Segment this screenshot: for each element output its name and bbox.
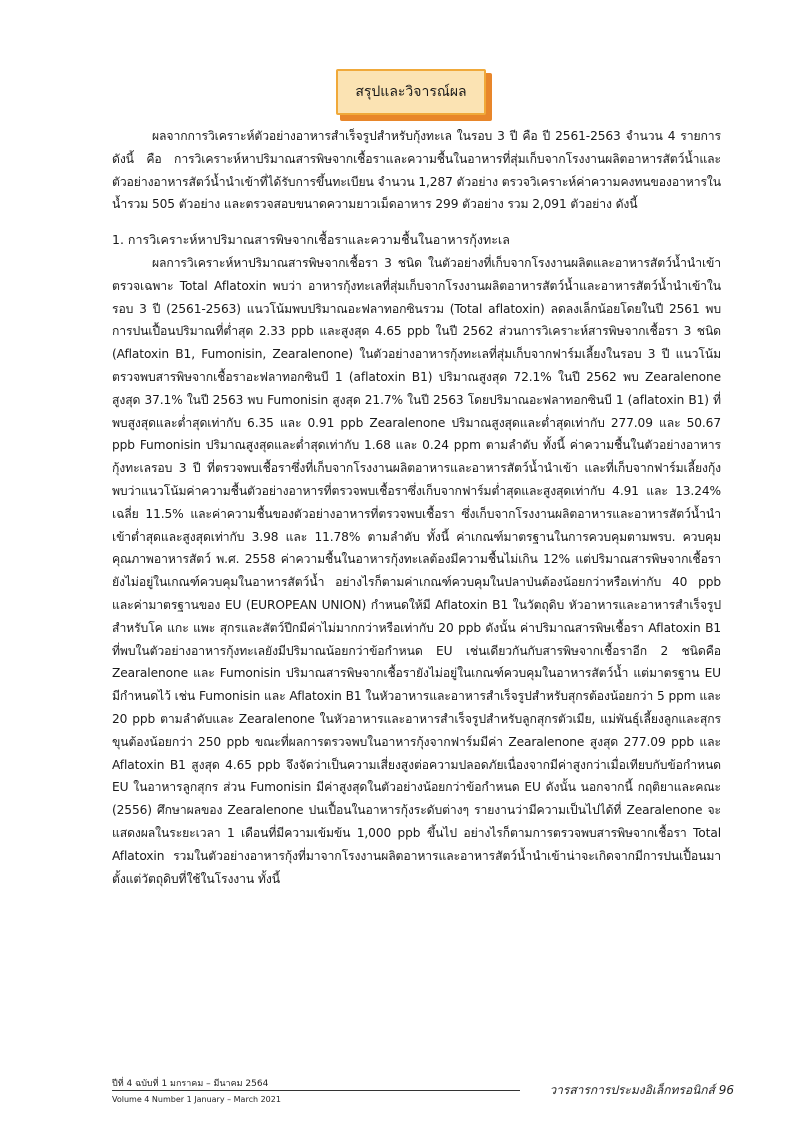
intro-paragraph: ผลจากการวิเคราะห์ตัวอย่างอาหารสำเร็จรูปสำหรับกุ้งทะเล ในรอบ 3 ปี คือ ปี 2561-2563 จำนวน 4 รายการดังนี้ คือ การวิเคราะห์หาปริมาณสารพิษจากเชื้อราและความชื้นในอาหารที่สุ่มเก็บจากโรงงานผลิตอาหารสัตว์น้ำและตัวอย่างอาหารสัตว์น้ำนำเข้าที่ได้รับการขึ้นทะเบียน จำนวน 1,287 ตัวอย่าง ตรวจวิเคราะห์ค่าความคงทนของอาหารในน้ำรวม 505 ตัวอย่าง และตรวจสอบขนาดความยาวเม็ดอาหาร 299 ตัวอย่าง รวม 2,091 ตัวอย่าง ดังนี้ bbox=[112, 129, 722, 212]
section-1-paragraph: ผลการวิเคราะห์หาปริมาณสารพิษจากเชื้อรา 3 ชนิด ในตัวอย่างที่เก็บจากโรงงานผลิตและอาหารสัตว์น้ำนำเข้าตรวจเฉพาะ Total Aflatoxin พบว่า อาหารกุ้งทะเลที่สุ่มเก็บจากโรงงานผลิตอาหารสัตว์น้ำและอาหารสัตว์น้ำนำเข้าในรอบ 3 ปี (2561-2563) แนวโน้มพบปริมาณอะฟลาทอกซินรวม (Total aflatoxin) ลดลงเล็กน้อยโดยในปี 2561 พบการปนเปื้อนปริมาณที่ต่ำสุด 2.33 ppb และสูงสุด 4.65 ppb ในปี 2562 ส่วนการวิเคราะห์สารพิษจากเชื้อรา 3 ชนิด (Aflatoxin B1, Fumonisin, Zearalenone) ในตัวอย่างอาหารกุ้งทะเลที่สุ่มเก็บจากฟาร์มเลี้ยงในรอบ 3 ปี แนวโน้มตรวจพบสารพิษจากเชื้อราอะฟลาทอกซินบี 1 (aflatoxin B1) ปริมาณสูงสุด 72.1% ในปี 2562 พบ Zearalenone สูงสุด 37.1% ในปี 2563 พบ Fumonisin สูงสุด 21.7% ในปี 2563 โดยปริมาณอะฟลาทอกซินบี 1 (aflatoxin B1) ที่พบสูงสุดและต่ำสุดเท่ากับ 6.35 และ 0.91 ppb Zearalenone ปริมาณสูงสุดและต่ำสุดเท่ากับ 277.09 และ 50.67 ppb Fumonisin ปริมาณสูงสุดและต่ำสุดเท่ากับ 1.68 และ 0.24 ppm ตามลำดับ ทั้งนี้ ค่าความชื้นในตัวอย่างอาหารกุ้งทะเลรอบ 3 ปี ที่ตรวจพบเชื้อราซึ่งที่เก็บจากโรงงานผลิตอาหารและอาหารสัตว์น้ำนำเข้า และที่เก็บจากฟาร์มเลี้ยงกุ้ง พบว่าแนวโน้มค่าความชื้นตัวอย่างอาหารที่ตรวจพบเชื้อราซึ่งเก็บจากฟาร์มต่ำสุดและสูงสุดเท่ากับ 4.91 และ 13.24% เฉลี่ย 11.5% และค่าความชื้นของตัวอย่างอาหารที่ตรวจพบเชื้อรา ซึ่งเก็บจากโรงงานผลิตอาหารและอาหารสัตว์น้ำนำเข้าต่ำสุดและสูงสุดเท่ากับ 3.98 และ 11.78% ตามลำดับ ทั้งนี้ ค่าเกณฑ์มาตรฐานในการควบคุมตามพรบ. ควบคุมคุณภาพอาหารสัตว์ พ.ศ. 2558 ค่าความชื้นในอาหารกุ้งทะเลต้องมีความชื้นไม่เกิน 12% แต่ปริมาณสารพิษจากเชื้อรายังไม่อยู่ในเกณฑ์ควบคุมในอาหารสัตว์น้ำ อย่างไรก็ตามค่าเกณฑ์ควบคุมในปลาป่นต้องน้อยกว่าหรือเท่ากับ 40 ppb และค่ามาตรฐานของ EU (EUROPEAN UNION) กำหนดให้มี Aflatoxin B1 ในวัตถุดิบ หัวอาหารและอาหารสำเร็จรูปสำหรับโค แกะ แพะ สุกรและสัตว์ปีกมีค่าไม่มากกว่าหรือเท่ากับ 20 ppb ดังนั้น ค่าปริมาณสารพิษเชื้อรา Aflatoxin B1 ที่พบในตัวอย่างอาหารกุ้งทะเลยังมีปริมาณน้อยกว่าข้อกำหนด EU เช่นเดียวกันกับสารพิษจากเชื้อราอีก 2 ชนิดคือ Zearalenone และ Fumonisin ปริมาณสารพิษจากเชื้อรายังไม่อยู่ในเกณฑ์ควบคุมในอาหารสัตว์น้ำ แต่มาตรฐาน EU มีกำหนดไว้ เช่น Fumonisin และ Aflatoxin B1 ในหัวอาหารและอาหารสำเร็จรูปสำหรับสุกรต้องน้อยกว่า 5 ppm และ 20 ppb ตามลำดับและ Zearalenone ในหัวอาหารและอาหารสำเร็จรูปสำหรับลูกสุกรตัวเมีย, แม่พันธุ์เลี้ยงลูกและสุกรขุนต้องน้อยกว่า 250 ppb ขณะที่ผลการตรวจพบในอาหารกุ้งจากฟาร์มมีค่า Zearalenone สูงสุด 277.09 ppb และ Aflatoxin B1 สูงสุด 4.65 ppb จึงจัดว่าเป็นความเสี่ยงสูงต่อความปลอดภัยเนื่องจากมีค่าสูงกว่าเมื่อเทียบกับข้อกำหนด EU ในอาหารลูกสุกร ส่วน Fumonisin มีค่าสูงสุดในตัวอย่างน้อยกว่าข้อกำหนด EU ดังนั้น นอกจากนี้ กฤติยาและคณะ (2556) ศึกษาผลของ Zearalenone ปนเปื้อนในอาหารกุ้งระดับต่างๆ รายงานว่ามีความเป็นไปได้ที่ Zearalenone จะแสดงผลในระยะเวลา 1 เดือนที่มีความเข้มข้น 1,000 ppb ขึ้นไป อย่างไรก็ตามการตรวจพบสารพิษจากเชื้อรา Total Aflatoxin รวมในตัวอย่างอาหารกุ้งที่มาจากโรงงานผลิตอาหารและอาหารสัตว์น้ำนำเข้าน่าจะเกิดจากมีการปนเปื้อนมาตั้งแต่วัตถุดิบที่ใช้ในโรงงาน ทั้งนี้ bbox=[112, 255, 721, 886]
footer-divider bbox=[112, 1090, 520, 1091]
footer-journal bbox=[549, 1081, 734, 1100]
footer-journal-name: วารสารการประมงอิเล็กทรอนิกส์ bbox=[549, 1083, 715, 1097]
heading-box bbox=[336, 69, 486, 115]
footer-issue-english: Volume 4 Number 1 January – March 2021 bbox=[112, 1095, 281, 1104]
page-title: สรุปและวิจารณ์ผล bbox=[355, 84, 467, 100]
footer-issue-thai: ปีที่ 4 ฉบับที่ 1 มกราคม – มีนาคม 2564 bbox=[112, 1079, 269, 1089]
main-content bbox=[112, 125, 721, 890]
section-1-heading: 1. การวิเคราะห์หาปริมาณสารพิษจากเชื้อราและความชื้นในอาหารกุ้งทะเล bbox=[112, 232, 510, 248]
section-heading-box bbox=[336, 69, 494, 119]
footer-page-number: 96 bbox=[718, 1083, 734, 1097]
